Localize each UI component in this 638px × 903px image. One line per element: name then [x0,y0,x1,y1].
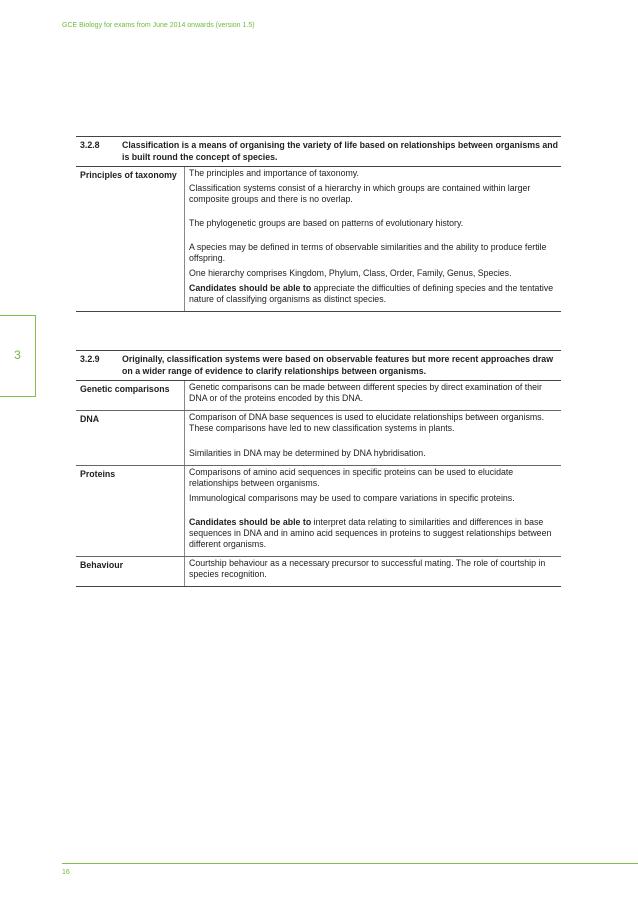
paragraph [189,517,555,550]
emphasis: Candidates should be able to [189,517,312,527]
paragraph: Classification systems consist of a hierarchy in which groups are contained within larger composite groups and there is no overlap. [189,183,531,204]
row-description [185,381,561,410]
section-3-2-9 [76,350,561,587]
page-number: 16 [62,869,70,876]
paragraph: Genetic comparisons can be made between different species by direct examination of their DNA or of the proteins encoded by this DNA. [189,382,542,403]
table-row [76,411,561,466]
paragraph: The principles and importance of taxonomy. [189,168,359,178]
row-term: Principles of taxonomy [76,167,185,311]
paragraph: One hierarchy comprises Kingdom, Phylum, Class, Order, Family, Genus, Species. [189,268,512,278]
section-heading [76,350,561,381]
table-row [76,381,561,411]
row-term: DNA [76,411,185,465]
row-term: Proteins [76,466,185,556]
table-row [76,466,561,557]
paragraph: Immunological comparisons may be used to compare variations in specific proteins. [189,493,515,503]
paragraph [189,283,555,305]
paragraph-text: appreciate the difficulties of defining species and the tentative nature of classifying organisms as distinct species. [189,283,554,304]
row-description [185,557,561,586]
footer-rule [62,863,638,864]
paragraph: Comparisons of amino acid sequences in specific proteins can be used to elucidate relationships between organisms. [189,467,514,488]
paragraph-text: interpret data relating to similarities and differences in base sequences in DNA and in amino acid sequences in proteins to suggest relationships between different organisms. [189,517,552,549]
running-header: GCE Biology for exams from June 2014 onwards (version 1.5) [62,22,255,29]
section-tab-label: 3 [14,348,21,362]
row-term: Genetic comparisons [76,381,185,410]
section-3-2-8 [76,136,561,312]
section-number: 3.2.9 [80,354,100,364]
row-description [185,167,561,311]
paragraph: Similarities in DNA may be determined by DNA hybridisation. [189,448,426,458]
row-description [185,411,561,465]
section-number: 3.2.8 [80,140,100,150]
table-row [76,557,561,587]
section-heading [76,136,561,167]
section-title: Originally, classification systems were based on observable features but more recent approaches draw on a wider range of evidence to clarify relationships between organisms. [122,354,554,376]
section-tab [0,315,36,397]
row-term: Behaviour [76,557,185,586]
row-description [185,466,561,556]
paragraph: A species may be defined in terms of observable similarities and the ability to produce fertile offspring. [189,242,547,263]
paragraph: Courtship behaviour as a necessary precursor to successful mating. The role of courtship in species recognition. [189,558,546,579]
paragraph: Comparison of DNA base sequences is used to elucidate relationships between organisms. These comparisons have led to new classification systems in plants. [189,412,545,433]
table-row [76,167,561,312]
emphasis: Candidates should be able to [189,283,312,293]
paragraph: The phylogenetic groups are based on patterns of evolutionary history. [189,218,464,228]
section-title: Classification is a means of organising the variety of life based on relationships between organisms and is built round the concept of species. [122,140,559,162]
